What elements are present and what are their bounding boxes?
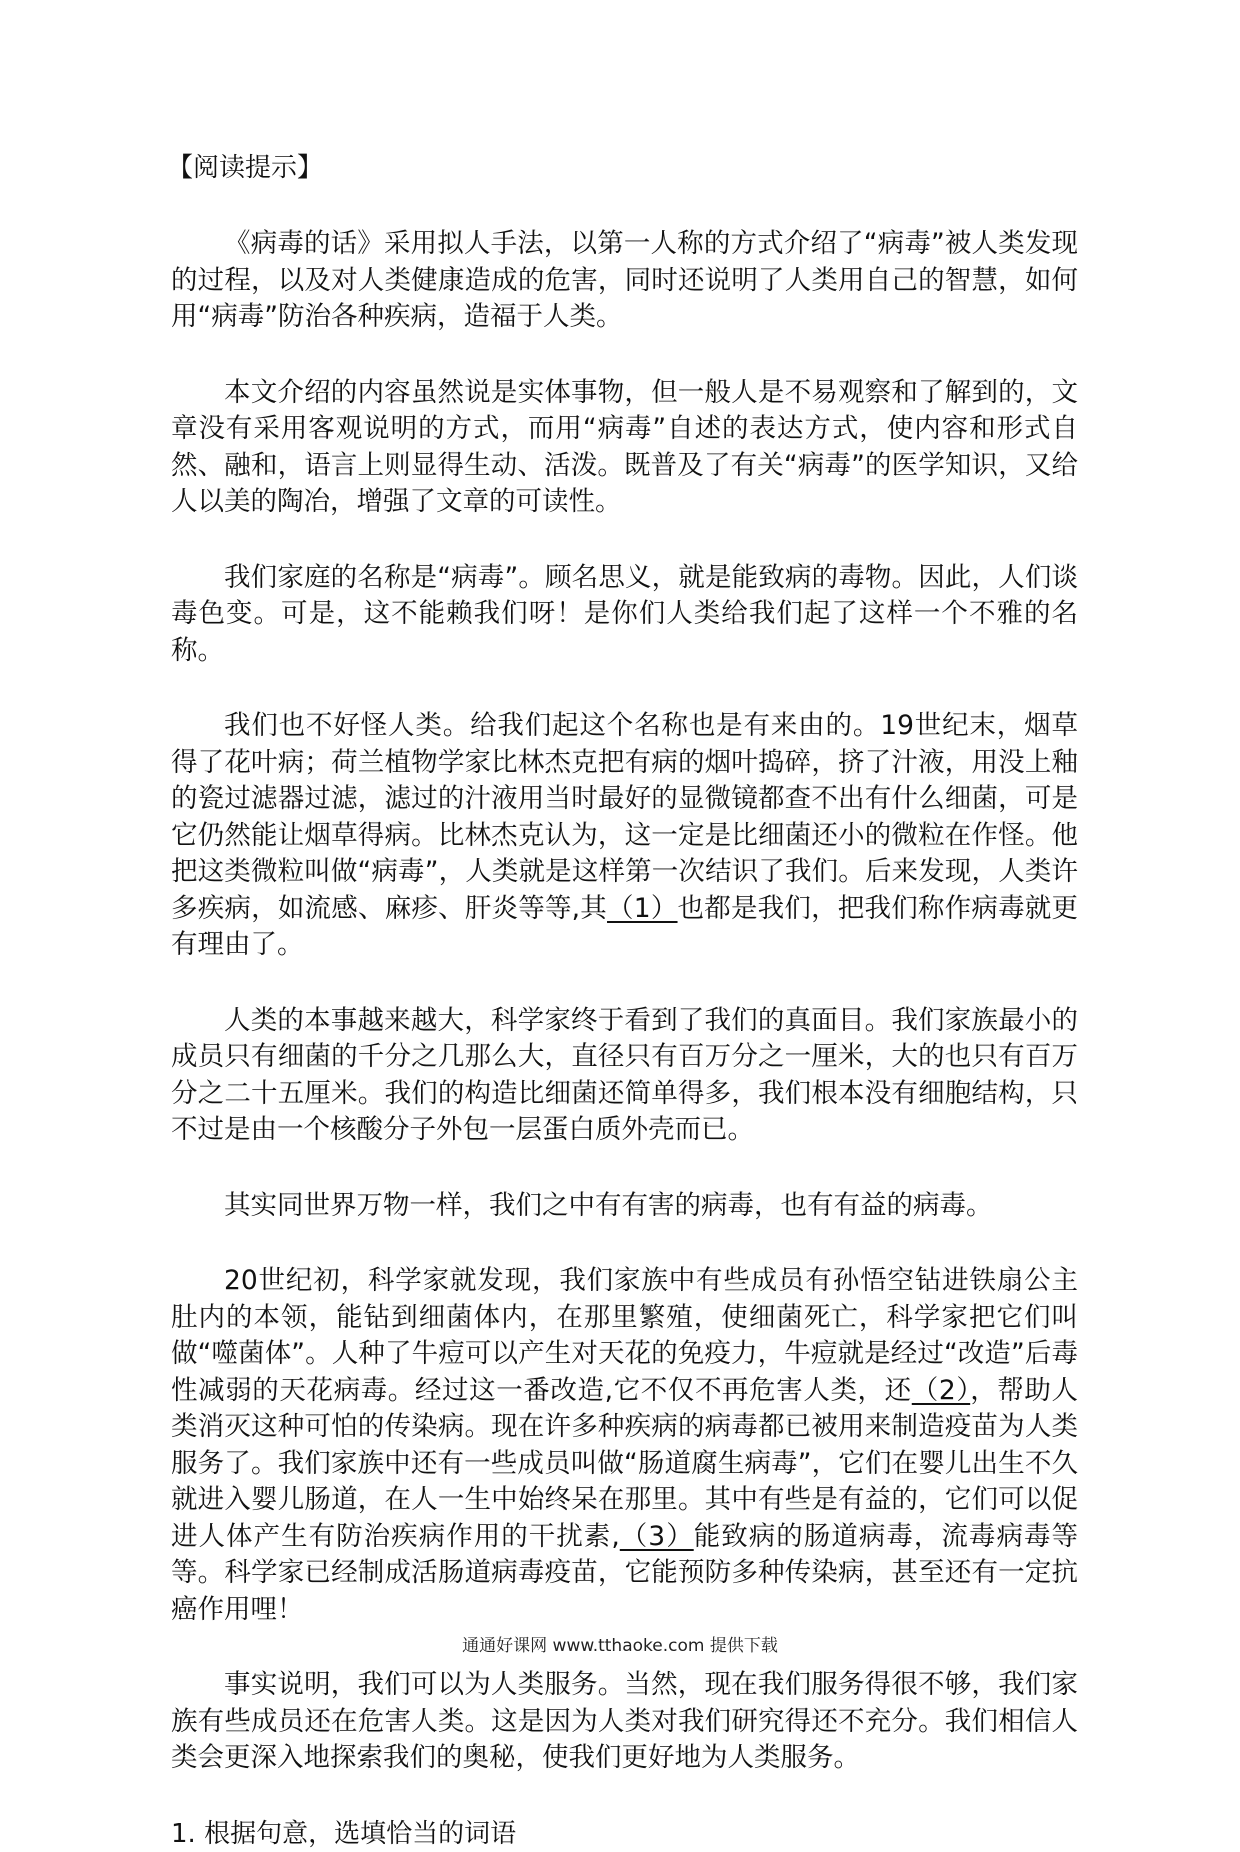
paragraph-5: 人类的本事越来越大，科学家终于看到了我们的真面目。我们家族最小的成员只有细菌的千分之几那么大，直径只有百万分之一厘米，大的也只有百万分之二十五厘米。我们的构造比细菌还简单得多，我们根本没有细胞结构，只不过是由一个核酸分子外包一层蛋白质外壳而已。 [171,1004,1078,1145]
paragraph-8: 事实说明，我们可以为人类服务。当然，现在我们服务得很不够，我们家族有些成员还在危害人类。这是因为人类对我们研究得还不充分。我们相信人类会更深入地探索我们的奥秘，使我们更好地为人类服务。 [171,1669,1078,1773]
paragraph-6: 其实同世界万物一样，我们之中有有害的病毒，也有有益的病毒。 [224,1189,993,1221]
paragraph-4-text-a: 我们也不好怪人类。给我们起这个名称也是有来由的。19世纪末，烟草得了花叶病；荷兰植物学家比林杰克把有病的烟叶捣碎，挤了汁液，用没上釉的瓷过滤器过滤，滤过的汁液用当时最好的显微镜都查不出有什么细菌，可是它仍然能让烟草得病。比林杰克认为，这一定是比细菌还小的微粒在作怪。他把这类微粒叫做“病毒”，人类就是这样第一次结识了我们。后来发现，人类许多疾病，如流感、麻疹、肝炎等等,其 [171,710,1078,924]
paragraph-7 [171,1263,1078,1628]
question-1: 1. 根据句意，选填恰当的词语 [171,1818,517,1849]
paragraph-7-text-a: 20世纪初，科学家就发现，我们家族中有些成员有孙悟空钻进铁扇公主肚内的本领，能钻到细菌体内，在那里繁殖，使细菌死亡，科学家把它们叫做“噬菌体”。人种了牛痘可以产生对天花的免疫力，牛痘就是经过“改造”后毒性减弱的天花病毒。经过这一番改造,它不仅不再危害人类，还 [171,1265,1078,1406]
paragraph-4 [171,708,1078,964]
blank-1: （1） [607,892,678,924]
blank-2: （2） [911,1374,971,1406]
paragraph-7-text-c: 能致病的肠道病毒，流毒病毒等等。科学家已经制成活肠道病毒疫苗，它能预防多种传染病，甚至还有一定抗癌作用哩！ [171,1520,1078,1625]
paragraph-3: 我们家庭的名称是“病毒”。顾名思义，就是能致病的毒物。因此，人们谈毒色变。可是，这不能赖我们呀！是你们人类给我们起了这样一个不雅的名称。 [171,561,1078,666]
page-footer: 通通好课网 www.tthaoke.com 提供下载 [462,1636,778,1656]
paragraph-2: 本文介绍的内容虽然说是实体事物，但一般人是不易观察和了解到的，文章没有采用客观说明的方式，而用“病毒”自述的表达方式，使内容和形式自然、融和，语言上则显得生动、活泼。既普及了有关“病毒”的医学知识，又给人以美的陶冶，增强了文章的可读性。 [171,376,1078,517]
document-body [167,150,1078,1852]
paragraph-4-text-b: 也都是我们，把我们称作病毒就更有理由了。 [171,892,1078,960]
paragraph-1: 《病毒的话》采用拟人手法，以第一人称的方式介绍了“病毒”被人类发现的过程，以及对人类健康造成的危害，同时还说明了人类用自己的智慧，如何用“病毒”防治各种疾病，造福于人类。 [171,228,1078,332]
reading-tip-heading: 【阅读提示】 [167,153,324,183]
blank-3: （3） [619,1520,694,1552]
paragraph-7-text-b: ，帮助人类消灭这种可怕的传染病。现在许多种疾病的病毒都已被用来制造疫苗为人类服务了。我们家族中还有一些成员叫做“肠道腐生病毒”，它们在婴儿出生不久就进入婴儿肠道，在人一生中始终呆在那里。其中有些是有益的，它们可以促进人体产生有防治疾病作用的干扰素, [171,1374,1078,1552]
